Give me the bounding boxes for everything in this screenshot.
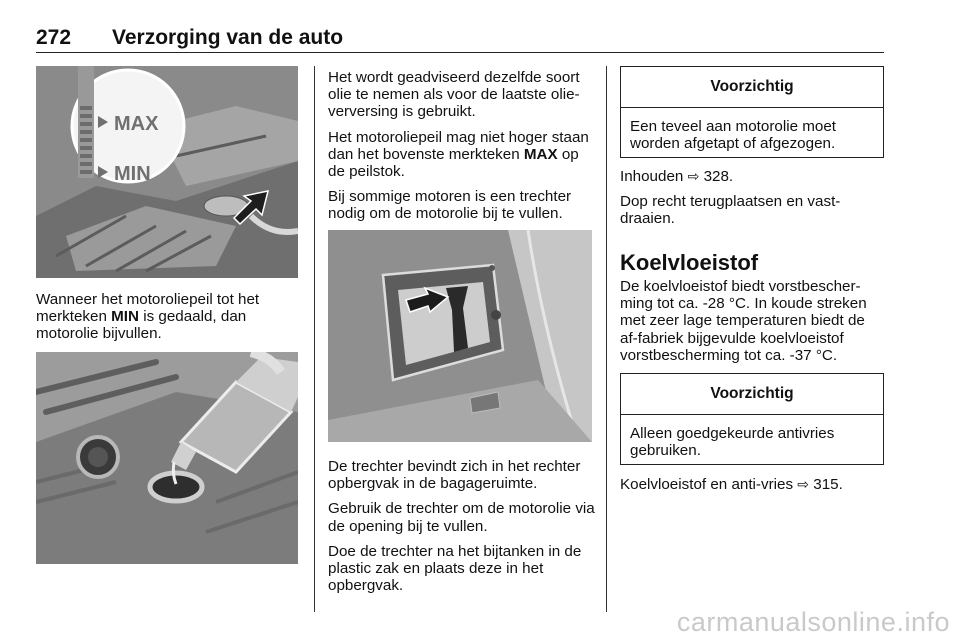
antifreeze-reference: Koelvloeistof en anti-vries ⇨ 315.: [620, 476, 843, 493]
column-divider-1: [314, 66, 315, 612]
contents-reference: Inhouden ⇨ 328.: [620, 168, 734, 185]
max-level-paragraph: Het motoroliepeil mag niet hoger staan dan het bovenste merkteken MAX op de peilstok.: [328, 128, 589, 181]
same-oil-paragraph: Het wordt geadviseerd dezelfde soort olie te nemen als voor de laatste olieverversing is gebruikt.: [328, 69, 580, 121]
col2-text-top: [328, 69, 596, 231]
dipstick-illustration: [36, 66, 298, 278]
page-title: Verzorging van de auto: [112, 26, 344, 49]
caution-box-antifreeze: [620, 373, 884, 465]
caution-text-2: Alleen goedgekeurde antivries gebruiken.: [630, 425, 835, 460]
funnel-location-paragraph: De trechter bevindt zich in het rechter opbergvak in de bagageruimte.: [328, 458, 581, 493]
coolant-paragraph: De koelvloeistof biedt vorstbescherming tot ca. -28 °C. In koude streken met zeer lage temperaturen biedt de af-fabriek bijgevulde koelvloeistof vorstbescherming tot ca. -37 °C.: [620, 278, 867, 364]
col2-text-bottom: [328, 458, 596, 602]
cap-paragraph: Dop recht terugplaatsen en vastdraaien.: [620, 193, 841, 228]
column-divider-2: [606, 66, 607, 612]
antifreeze-page-link[interactable]: 315.: [813, 476, 843, 493]
caution-title: Voorzichtig: [621, 67, 883, 108]
coolant-heading: Koelvloeistof: [620, 250, 759, 275]
contents-page-link[interactable]: 328.: [703, 168, 734, 185]
page-header: [36, 20, 884, 53]
use-funnel-paragraph: Gebruik de trechter om de motorolie via de opening bij te vullen.: [328, 500, 595, 535]
min-mark-label: MIN: [114, 163, 151, 185]
store-funnel-paragraph: Doe de trechter na het bijtanken in de plastic zak en plaats deze in het opbergvak.: [328, 542, 582, 595]
caution-text: Een teveel aan motorolie moet worden afgetapt of afgezogen.: [630, 118, 836, 153]
caution-title-2: Voorzichtig: [621, 374, 883, 415]
col3-text-mid: [620, 168, 886, 236]
page-number: 272: [36, 26, 72, 49]
page-ref-arrow-icon: ⇨: [687, 168, 700, 184]
min-bold: MIN: [111, 308, 139, 326]
caution-box-oil: [620, 66, 884, 158]
funnel-needed-paragraph: Bij sommige motoren is een trechter nodig om de motorolie bij te vullen.: [328, 188, 572, 223]
oil-pouring-illustration: [36, 352, 298, 564]
col1-paragraph: Wanneer het motoroliepeil tot het merkteken MIN is gedaald, dan motorolie bijvullen.: [36, 291, 260, 343]
page-ref-arrow-icon-2: ⇨: [797, 476, 810, 492]
max-bold: MAX: [523, 145, 558, 163]
funnel-storage-illustration: [328, 230, 592, 442]
max-mark-label: MAX: [114, 113, 159, 135]
watermark: carmanualsonline.info: [676, 607, 950, 637]
